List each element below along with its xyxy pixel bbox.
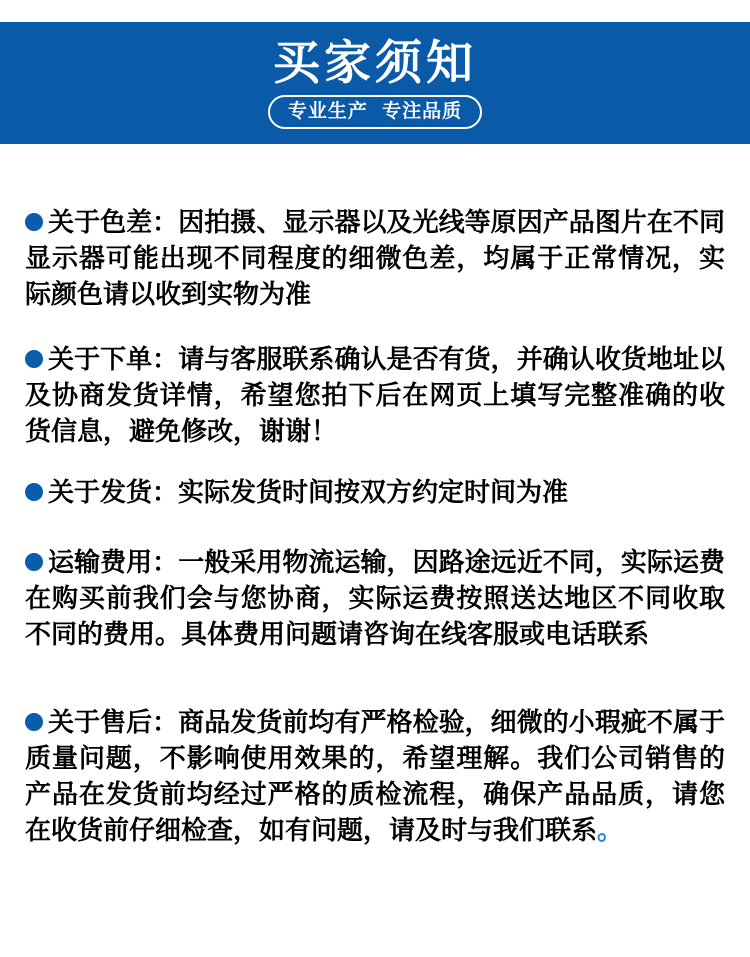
notice-body: 因拍摄、显示器以及光线等原因产品图片在不同显示器可能出现不同程度的细微色差，均属于正常情况，实际颜色请以收到实物为准 (25, 207, 725, 309)
notice-freight-cost (25, 544, 725, 652)
notice-label: 关于色差： (48, 207, 179, 237)
header-banner (0, 22, 750, 144)
bullet-icon (25, 553, 43, 571)
notice-label: 关于售后： (48, 707, 179, 737)
bullet-icon (25, 713, 43, 731)
notice-label: 关于下单： (48, 344, 179, 374)
notice-shipping (25, 474, 725, 510)
notice-body: 实际发货时间按双方约定时间为准 (178, 477, 569, 507)
notice-color-difference (25, 204, 725, 312)
notice-body: 一般采用物流运输，因路途远近不同，实际运费在购买前我们会与您协商，实际运费按照送达地区不同收取不同的费用。具体费用问题请咨询在线客服或电话联系 (25, 547, 725, 649)
notice-after-sales (25, 704, 725, 848)
notice-suffix: 。 (597, 815, 624, 845)
quality-badge: 专业生产 专注品质 (268, 95, 482, 129)
page-title: 买家须知 (273, 36, 477, 89)
bullet-icon (25, 213, 43, 231)
notice-ordering (25, 341, 725, 449)
notice-label: 关于发货： (48, 477, 179, 507)
bullet-icon (25, 483, 43, 501)
bullet-icon (25, 350, 43, 368)
notice-body: 商品发货前均有严格检验，细微的小瑕疵不属于质量问题，不影响使用效果的，希望理解。我们公司销售的产品在发货前均经过严格的质检流程，确保产品品质，请您在收货前仔细检查，如有问题，请及时与我们联系 (25, 707, 725, 845)
notice-body: 请与客服联系确认是否有货，并确认收货地址以及协商发货详情，希望您拍下后在网页上填写完整准确的收货信息，避免修改，谢谢！ (25, 344, 725, 446)
notice-list (0, 204, 750, 848)
notice-label: 运输费用： (48, 547, 179, 577)
